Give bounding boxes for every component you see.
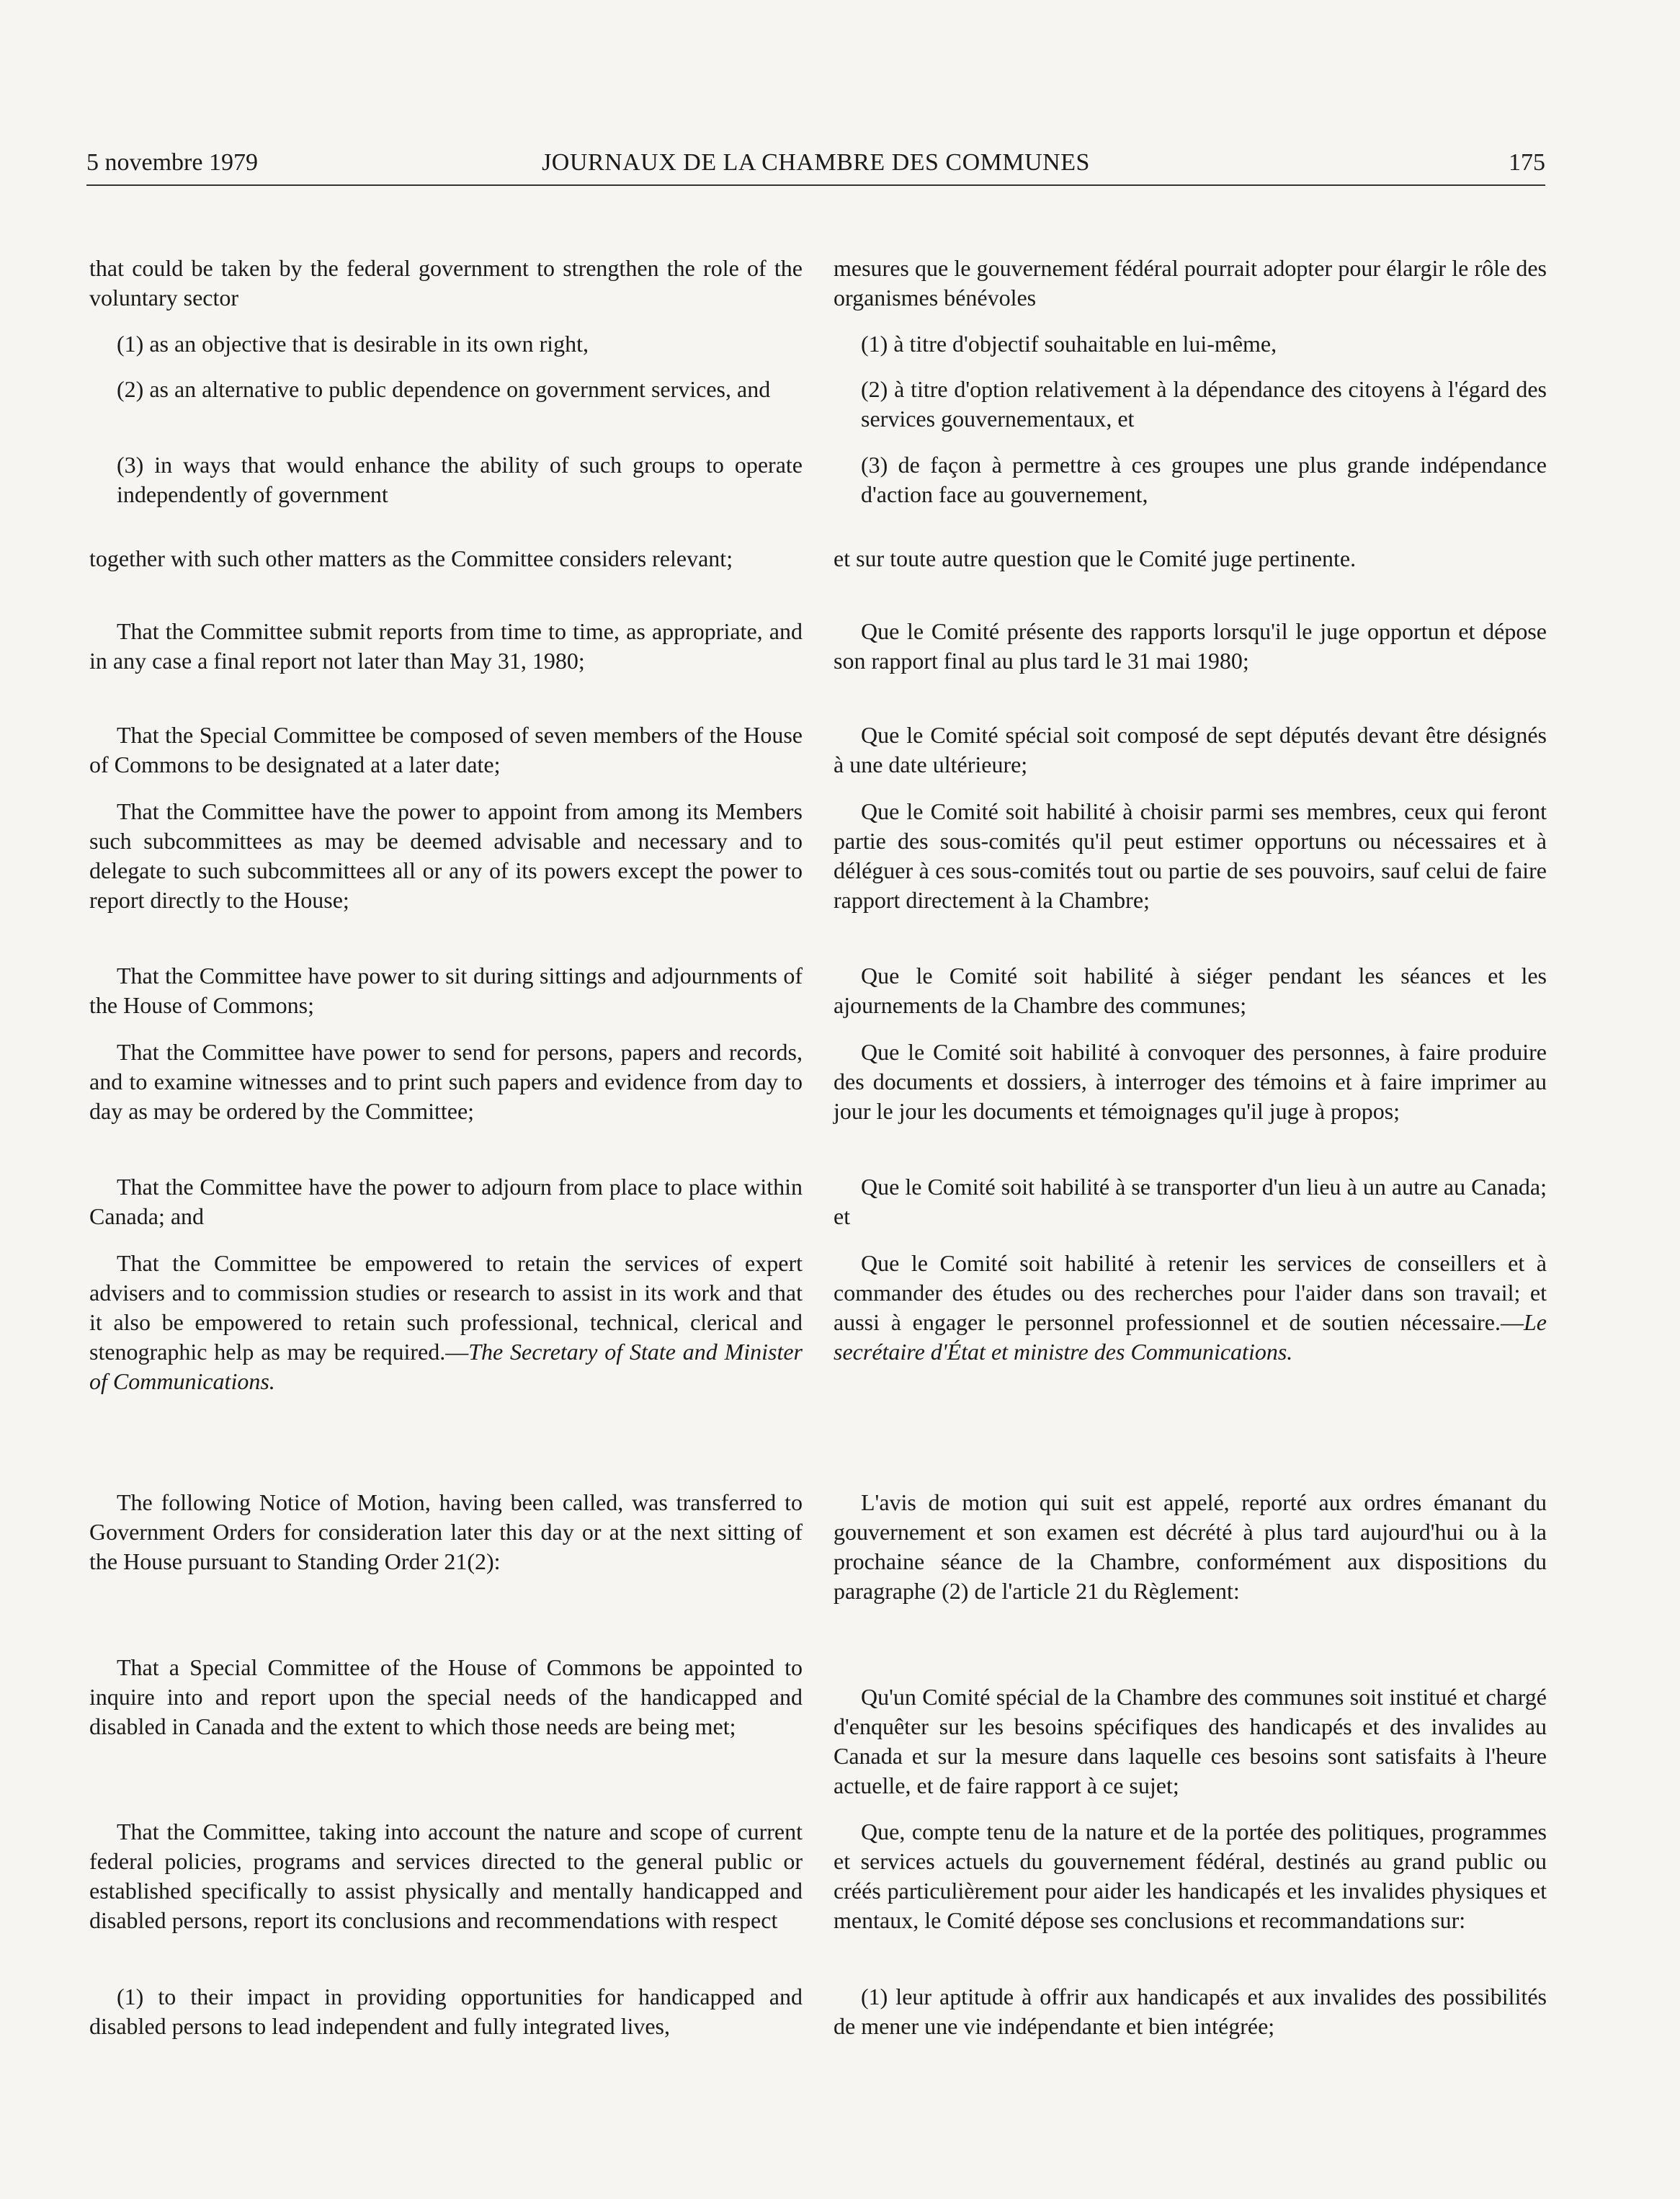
en-item-4: (1) to their impact in providing opportunities for handicapped and disabled persons to lead independent and fully integrated lives, xyxy=(89,1984,803,2039)
en-paragraph-12: That the Committee, taking into account the nature and scope of current federal policies, programs and services directed to the general public or established specifically to assist physically and mentally handicapped and disabled persons, report its conclusions and recommendations with respect xyxy=(89,1819,803,1933)
en-signature: The Secretary of State and Minister of Communications. xyxy=(89,1339,803,1394)
en-paragraph-5: That the Committee have the power to appoint from among its Members such subcommittees as may be deemed advisable and necessary and to delegate to such subcommittees all or any of its powers except the power to report directly to the House; xyxy=(89,798,803,913)
en-paragraph-9-text: That the Committee be empowered to retain the services of expert advisers and to commission studies or research to assist in its work and that it also be empowered to retain such professional, technical, clerical and stenographic help as may be required.— xyxy=(89,1250,803,1365)
fr-signature: Le secrétaire d'État et ministre des Communications. xyxy=(834,1309,1547,1365)
header-date: 5 novembre 1979 xyxy=(86,149,258,176)
journal-title: JOURNAUX DE LA CHAMBRE DES COMMUNES xyxy=(542,149,1090,176)
en-paragraph-10: The following Notice of Motion, having been called, was transferred to Government Orders for consideration later this day or at the next sitting of the House pursuant to Standing Order 21(2): xyxy=(89,1489,803,1574)
en-item-3: (3) in ways that would enhance the ability of such groups to operate independently of government xyxy=(117,452,803,507)
fr-paragraph-9 xyxy=(834,1249,1547,1367)
fr-paragraph-10: L'avis de motion qui suit est appelé, reporté aux ordres émanant du gouvernement et son examen est décrété à plus tard aujourd'hui ou à la prochaine séance de la Chambre, conformément aux dispositions du paragraphe (2) de l'article 21 du Règlement: xyxy=(834,1489,1547,1604)
fr-paragraph-9-text: Que le Comité soit habilité à retenir les services de conseillers et à commander des études ou des recherches pour l'aider dans son travail; et aussi à engager le personnel professionnel et de soutien nécessaire.— xyxy=(834,1250,1547,1335)
en-paragraph-1: that could be taken by the federal government to strengthen the role of the voluntary sector xyxy=(89,255,803,311)
fr-item-2: (2) à titre d'option relativement à la dépendance des citoyens à l'égard des services gouvernementaux, et xyxy=(861,376,1547,432)
fr-paragraph-6: Que le Comité soit habilité à siéger pendant les séances et les ajournements de la Chambre des communes; xyxy=(834,963,1547,1018)
en-paragraph-7: That the Committee have power to send for persons, papers and records, and to examine witnesses and to print such papers and evidence from day to day as may be ordered by the Committee; xyxy=(89,1039,803,1124)
fr-paragraph-7: Que le Comité soit habilité à convoquer des personnes, à faire produire des documents et dossiers, à interroger des témoins et à faire imprimer au jour le jour les documents et témoignages qu'il juge à propos; xyxy=(834,1039,1547,1124)
fr-paragraph-3: Que le Comité présente des rapports lorsqu'il le juge opportun et dépose son rapport final au plus tard le 31 mai 1980; xyxy=(834,618,1547,674)
en-paragraph-9 xyxy=(89,1249,803,1396)
fr-item-3: (3) de façon à permettre à ces groupes une plus grande indépendance d'action face au gouvernement, xyxy=(861,452,1547,507)
fr-item-1: (1) à titre d'objectif souhaitable en lui-même, xyxy=(861,331,1277,357)
en-paragraph-6: That the Committee have power to sit during sittings and adjournments of the House of Commons; xyxy=(89,963,803,1018)
fr-paragraph-2: et sur toute autre question que le Comité juge pertinente. xyxy=(834,545,1357,571)
fr-paragraph-11: Qu'un Comité spécial de la Chambre des communes soit institué et chargé d'enquêter sur les besoins spécifiques des handicapés et des invalides au Canada et sur la mesure dans laquelle ces besoins sont satisfaits à l'heure actuelle, et de faire rapport à ce sujet; xyxy=(834,1684,1547,1798)
en-paragraph-11: That a Special Committee of the House of Commons be appointed to inquire into and report upon the special needs of the handicapped and disabled in Canada and the extent to which those needs are being met; xyxy=(89,1654,803,1739)
en-paragraph-8: That the Committee have the power to adjourn from place to place within Canada; and xyxy=(89,1174,803,1229)
page-header xyxy=(86,144,1545,186)
fr-paragraph-4: Que le Comité spécial soit composé de sept députés devant être désignés à une date ultérieure; xyxy=(834,722,1547,777)
fr-paragraph-8: Que le Comité soit habilité à se transporter d'un lieu à un autre au Canada; et xyxy=(834,1174,1547,1229)
en-item-2: (2) as an alternative to public dependence on government services, and xyxy=(117,376,771,402)
fr-paragraph-5: Que le Comité soit habilité à choisir parmi ses membres, ceux qui feront partie des sous-comités qu'il peut estimer opportuns ou nécessaires et à déléguer à ces sous-comités tout ou partie de ses pouvoirs, sauf celui de faire rapport directement à la Chambre; xyxy=(834,798,1547,913)
en-item-1: (1) as an objective that is desirable in its own right, xyxy=(117,331,589,357)
en-paragraph-3: That the Committee submit reports from time to time, as appropriate, and in any case a final report not later than May 31, 1980; xyxy=(89,618,803,674)
fr-paragraph-1: mesures que le gouvernement fédéral pourrait adopter pour élargir le rôle des organismes bénévoles xyxy=(834,255,1547,311)
fr-item-4: (1) leur aptitude à offrir aux handicapés et aux invalides des possibilités de mener une vie indépendante et bien intégrée; xyxy=(834,1984,1547,2039)
fr-paragraph-12: Que, compte tenu de la nature et de la portée des politiques, programmes et services actuels du gouvernement fédéral, destinés au grand public ou créés particulièrement pour aider les handicapés et les invalides physiques et mentaux, le Comité dépose ses conclusions et recommandations sur: xyxy=(834,1819,1547,1933)
en-paragraph-4: That the Special Committee be composed of seven members of the House of Commons to be designated at a later date; xyxy=(89,722,803,777)
page-number: 175 xyxy=(1509,149,1545,176)
en-paragraph-2: together with such other matters as the Committee considers relevant; xyxy=(89,545,733,571)
